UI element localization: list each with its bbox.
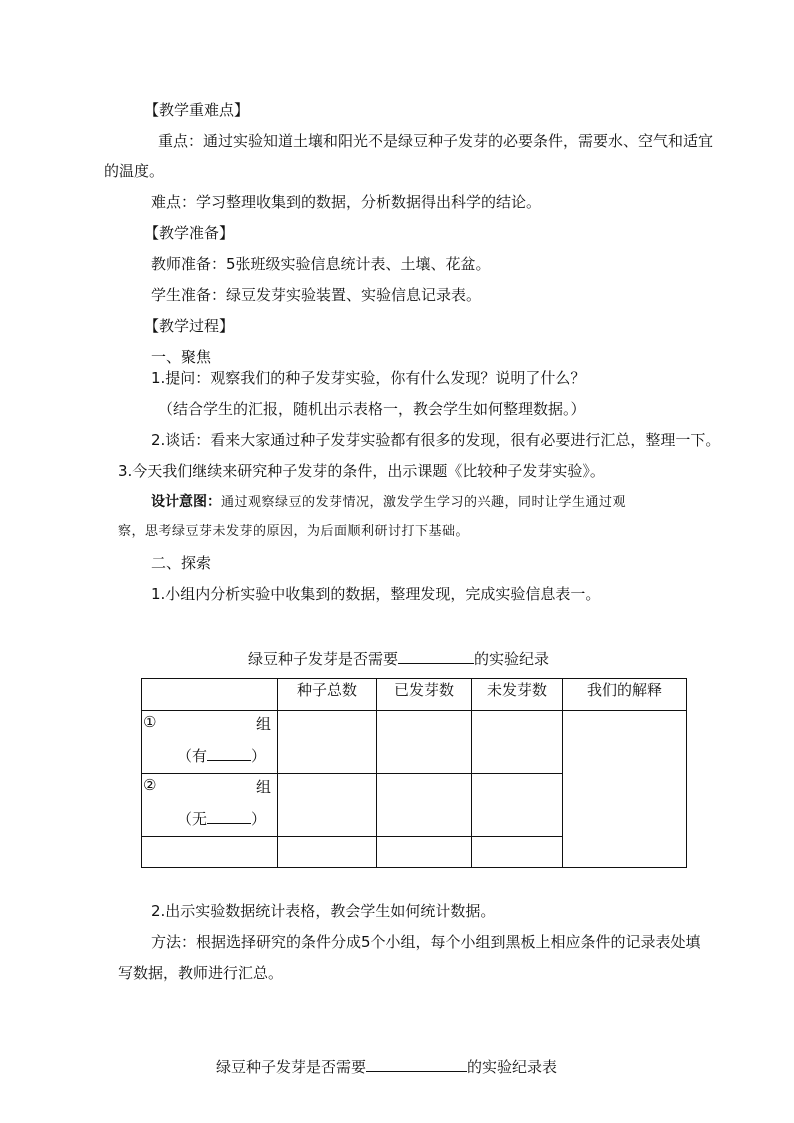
empty-row-cell[interactable] bbox=[142, 837, 278, 868]
group-1-symbol: ① bbox=[143, 713, 157, 731]
focus-note: （结合学生的汇报，随机出示表格一，教会学生如何整理数据。） bbox=[158, 400, 586, 418]
group-2-condition bbox=[177, 808, 266, 829]
group-2-condition-prefix: （无 bbox=[177, 810, 208, 828]
explore-item-2: 2.出示实验数据统计表格，教会学生如何统计数据。 bbox=[151, 902, 496, 920]
focus-item-1: 1.提问：观察我们的种子发芽实验，你有什么发现？说明了什么？ bbox=[151, 369, 586, 387]
group-2-symbol: ② bbox=[143, 776, 157, 794]
group-1-condition-suffix: ） bbox=[251, 747, 267, 765]
group-2-condition-suffix: ） bbox=[251, 810, 267, 828]
difficulty-line: 难点：学习整理收集到的数据，分析数据得出科学的结论。 bbox=[151, 193, 542, 211]
table-header-empty-cell bbox=[142, 679, 278, 711]
method-line-2: 写数据，教师进行汇总。 bbox=[118, 964, 284, 982]
design-intent-text-1: 通过观察绿豆的发芽情况，激发学生学习的兴趣，同时让学生通过观 bbox=[221, 495, 627, 510]
header-not-sprouted: 未发芽数 bbox=[472, 679, 563, 711]
method-line-1: 方法：根据选择研究的条件分成5个小组，每个小组到黑板上相应条件的记录表处填 bbox=[151, 933, 701, 951]
experiment-record-table bbox=[141, 678, 687, 868]
group-1-condition-blank[interactable] bbox=[207, 745, 251, 761]
group-2-total-cell[interactable] bbox=[278, 774, 377, 837]
group-1-label-cell bbox=[142, 711, 278, 774]
table2-caption bbox=[216, 1056, 557, 1077]
focus-item-3: 3.今天我们继续来研究种子发芽的条件，出示课题《比较种子发芽实验》。 bbox=[118, 462, 605, 480]
table1-caption-prefix: 绿豆种子发芽是否需要 bbox=[248, 650, 399, 668]
teacher-prep-line: 教师准备：5张班级实验信息统计表、土壤、花盆。 bbox=[151, 255, 491, 273]
table2-caption-prefix: 绿豆种子发芽是否需要 bbox=[216, 1058, 367, 1076]
group-2-label-cell bbox=[142, 774, 278, 837]
empty-row-cell[interactable] bbox=[377, 837, 472, 868]
key-point-line-1: 重点：通过实验知道土壤和阳光不是绿豆种子发芽的必要条件，需要水、空气和适宜 bbox=[158, 132, 714, 150]
design-intent-label: 设计意图： bbox=[151, 494, 221, 510]
explanation-cell[interactable] bbox=[563, 711, 687, 868]
group-2-suffix: 组 bbox=[255, 778, 271, 796]
prep-heading: 【教学准备】 bbox=[144, 224, 235, 242]
header-sprouted: 已发芽数 bbox=[377, 679, 472, 711]
empty-row-cell[interactable] bbox=[472, 837, 563, 868]
empty-row-cell[interactable] bbox=[278, 837, 377, 868]
group-1-suffix: 组 bbox=[255, 715, 271, 733]
table-header-row bbox=[142, 679, 687, 711]
table-row bbox=[142, 711, 687, 774]
design-intent-text-2: 察，思考绿豆芽未发芽的原因，为后面顺利研讨打下基础。 bbox=[118, 524, 470, 539]
header-total-seeds: 种子总数 bbox=[278, 679, 377, 711]
focus-item-2: 2.谈话：看来大家通过种子发芽实验都有很多的发现，很有必要进行汇总，整理一下。 bbox=[151, 431, 721, 449]
group-1-sprouted-cell[interactable] bbox=[377, 711, 472, 774]
table2-caption-blank[interactable] bbox=[366, 1056, 467, 1072]
group-1-condition bbox=[177, 745, 266, 766]
process-heading: 【教学过程】 bbox=[144, 317, 235, 335]
table1-caption-blank[interactable] bbox=[398, 648, 474, 664]
table1-caption bbox=[248, 648, 549, 669]
table1-caption-suffix: 的实验纪录 bbox=[474, 650, 550, 668]
student-prep-line: 学生准备：绿豆发芽实验装置、实验信息记录表。 bbox=[151, 286, 482, 304]
table2-caption-suffix: 的实验纪录表 bbox=[467, 1058, 558, 1076]
group-1-condition-prefix: （有 bbox=[177, 747, 208, 765]
group-1-total-cell[interactable] bbox=[278, 711, 377, 774]
group-1-not-sprouted-cell[interactable] bbox=[472, 711, 563, 774]
group-2-not-sprouted-cell[interactable] bbox=[472, 774, 563, 837]
key-point-line-2: 的温度。 bbox=[104, 162, 165, 180]
group-2-sprouted-cell[interactable] bbox=[377, 774, 472, 837]
focus-heading: 一、聚焦 bbox=[151, 348, 212, 366]
group-2-condition-blank[interactable] bbox=[207, 808, 251, 824]
design-intent-line-1 bbox=[151, 492, 626, 513]
header-explanation: 我们的解释 bbox=[563, 679, 687, 711]
explore-item-1: 1.小组内分析实验中收集到的数据，整理发现，完成实验信息表一。 bbox=[151, 585, 601, 603]
key-points-heading: 【教学重难点】 bbox=[144, 101, 250, 119]
explore-heading: 二、探索 bbox=[151, 554, 212, 572]
